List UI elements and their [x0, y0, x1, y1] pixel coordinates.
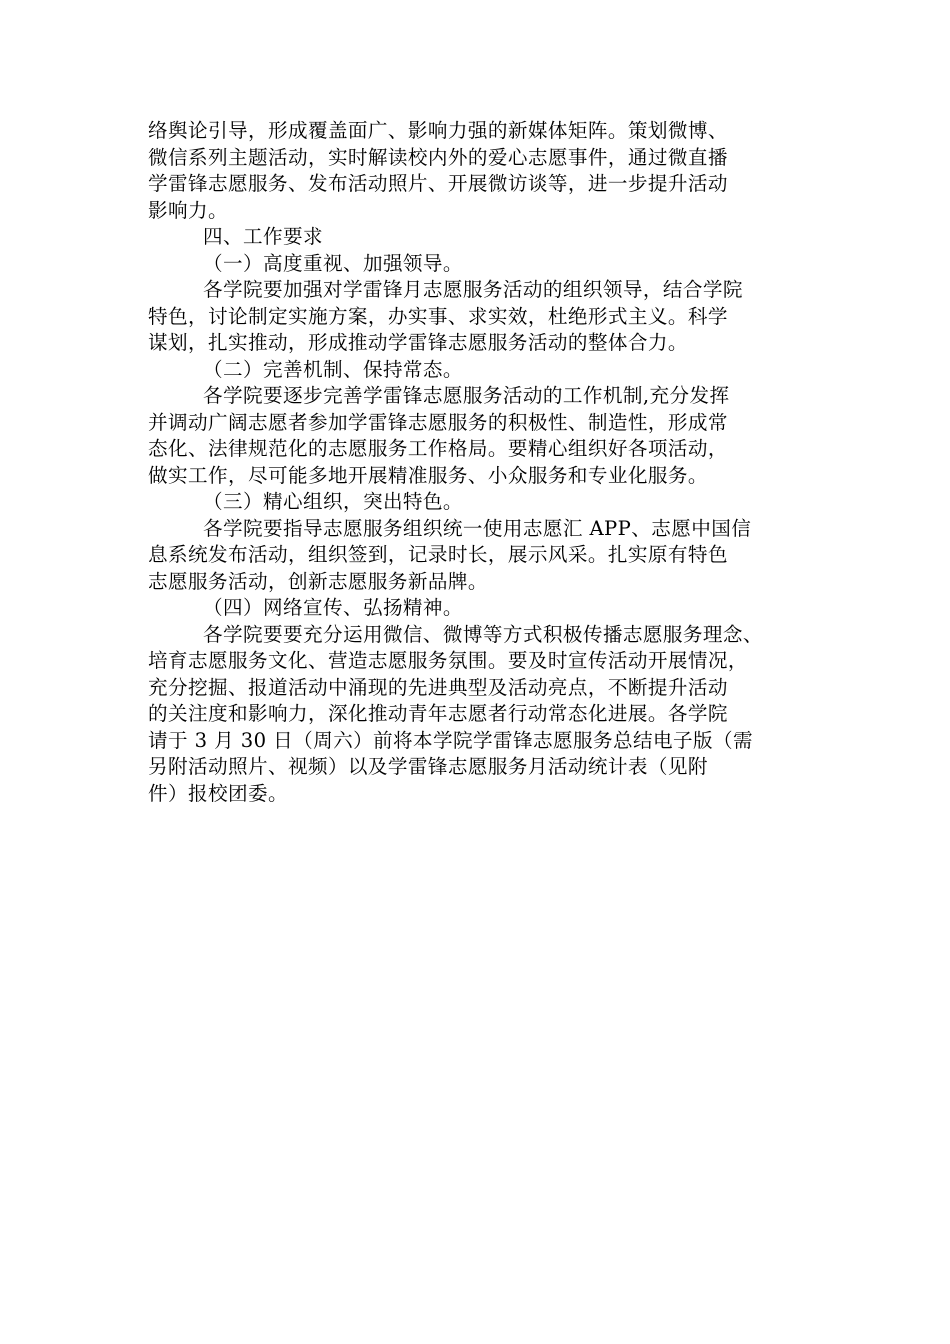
body-line: 影响力。 — [148, 198, 228, 222]
body-line: 的关注度和影响力，深化推动青年志愿者行动常态化进展。各学院 — [148, 702, 728, 725]
body-line: 请于 3 月 30 日（周六）前将本学院学雷锋志愿服务总结电子版（需 — [148, 728, 753, 752]
body-line: 志愿服务活动，创新志愿服务新品牌。 — [148, 569, 488, 593]
body-line: 微信系列主题活动，实时解读校内外的爱心志愿事件，通过微直播 — [148, 145, 728, 169]
paragraph-first-line: 各学院要逐步完善学雷锋志愿服务活动的工作机制,充分发挥 — [203, 384, 730, 407]
body-line: 另附活动照片、视频）以及学雷锋志愿服务月活动统计表（见附 — [148, 755, 708, 778]
subsection-heading: （二）完善机制、保持常态。 — [203, 357, 463, 381]
body-line: 并调动广阔志愿者参加学雷锋志愿服务的积极性、制造性，形成常 — [148, 410, 728, 434]
body-line: 做实工作，尽可能多地开展精准服务、小众服务和专业化服务。 — [148, 463, 708, 487]
body-line: 特色，讨论制定实施方案，办实事、求实效，杜绝形式主义。科学 — [148, 304, 728, 328]
subsection-heading: （一）高度重视、加强领导。 — [203, 251, 463, 275]
paragraph-first-line: 各学院要要充分运用微信、微博等方式积极传播志愿服务理念、 — [203, 622, 763, 646]
section-heading: 四、工作要求 — [203, 225, 323, 248]
paragraph-first-line: 各学院要加强对学雷锋月志愿服务活动的组织领导，结合学院 — [203, 278, 743, 301]
body-line: 件）报校团委。 — [148, 781, 288, 805]
subsection-heading: （四）网络宣传、弘扬精神。 — [203, 596, 463, 619]
document-page — [148, 118, 808, 807]
body-line: 培育志愿服务文化、营造志愿服务氛围。要及时宣传活动开展情况， — [148, 649, 748, 672]
paragraph-first-line: 各学院要指导志愿服务组织统一使用志愿汇 APP、志愿中国信 — [203, 516, 752, 540]
body-line: 谋划，扎实推动，形成推动学雷锋志愿服务活动的整体合力。 — [148, 331, 688, 354]
body-line: 态化、法律规范化的志愿服务工作格局。要精心组织好各项活动， — [148, 437, 728, 460]
body-line: 学雷锋志愿服务、发布活动照片、开展微访谈等，进一步提升活动 — [148, 172, 728, 195]
body-line: 络舆论引导，形成覆盖面广、影响力强的新媒体矩阵。策划微博、 — [148, 119, 728, 142]
subsection-heading: （三）精心组织，突出特色。 — [203, 490, 463, 513]
body-line: 息系统发布活动，组织签到，记录时长，展示风采。扎实原有特色 — [148, 543, 728, 566]
body-line: 充分挖掘、报道活动中涌现的先进典型及活动亮点，不断提升活动 — [148, 675, 728, 699]
